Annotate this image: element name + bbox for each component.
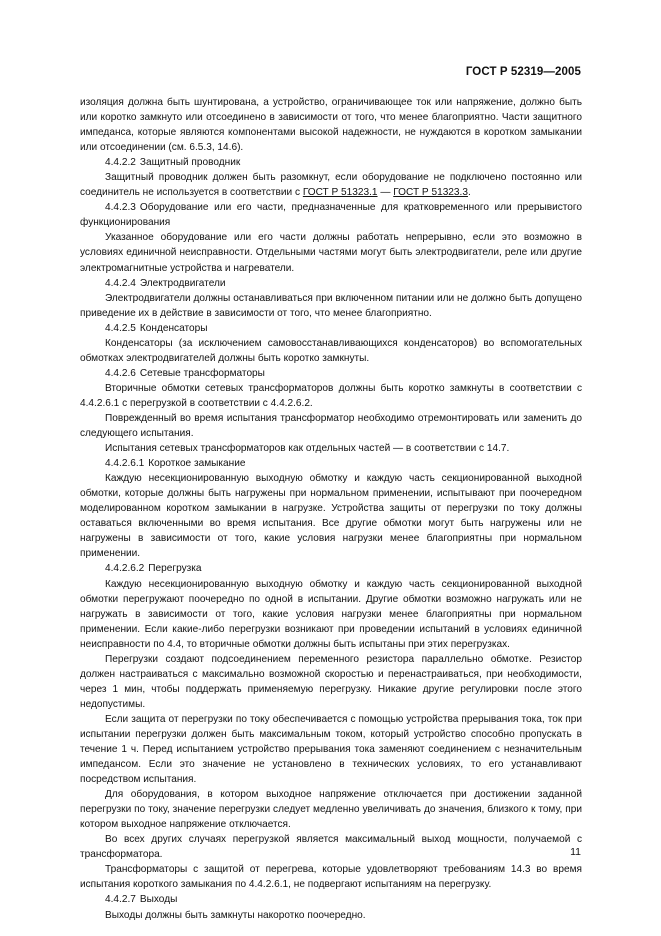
paragraph: Указанное оборудование или его части должны работать непрерывно, если это возможно в условиях единичной неисправности. Отдельными частями могут быть электродвигатели, реле или другие электромагнитные устройства и нагреватели. (80, 232, 582, 274)
paragraph (80, 170, 582, 200)
body-text (80, 95, 582, 923)
section-title: Перегрузка (148, 563, 202, 575)
section-number: 4.4.2.2 (105, 157, 136, 169)
paragraph: Выходы должны быть замкнуты накоротко поочередно. (105, 909, 366, 921)
paragraph: Перегрузки создают подсоединением переменного резистора параллельно обмотке. Резистор должен настраиваться с максимально возможной скоростью и перенастраиваться, при необходимости, через 1 мин, чтобы поддержать применяемую перегрузку. Никакие другие регулировки после этого недопустимы. (80, 653, 582, 710)
paragraph: Каждую несекционированную выходную обмотку и каждую часть секционированной выходной обмотки перегружают поочередно по одной в испытании. Другие обмотки возможно нагружать или не нагружать в зависимости от того, какие условия нагрузки менее благоприятны при нормальном применении. Если какие-либо перегрузки возникают при проведении испытаний в условиях единичной неисправности по 4.4, то вторичные обмотки должны быть испытаны при этих перегрузках. (80, 578, 582, 650)
section-number: 4.4.2.6.2 (105, 563, 145, 575)
section-title: Конденсаторы (139, 322, 208, 334)
section-heading-4-4-2-3 (80, 200, 582, 230)
paragraph-text: Защитный проводник должен быть разомкнут, если оборудование не подключено постоянно или соединитель не используется в соответствии с (80, 172, 582, 199)
section-title: Выходы (139, 894, 178, 906)
paragraph: Вторичные обмотки сетевых трансформаторов должны быть коротко замкнуты в соответствии с 4.4.2.6.1 с перегрузкой в соответствии с 4.4.2.6.2. (80, 382, 582, 409)
section-heading-4-4-2-6-2 (80, 561, 582, 576)
section-heading-4-4-2-2 (80, 155, 582, 170)
paragraph: Поврежденный во время испытания трансформатор необходимо отремонтировать или заменить до следующего испытания. (80, 412, 582, 440)
section-heading-4-4-2-4 (80, 276, 582, 291)
paragraph: Для оборудования, в котором выходное напряжение отключается при достижении заданной перегрузки по току, значение перегрузки следует медленно увеличивать до значения, близкого к тому, при котором выходное напряжение отключается. (80, 789, 582, 831)
section-number: 4.4.2.3 (105, 202, 136, 214)
paragraph: Во всех других случаях перегрузкой является максимальный выход мощности, получаемой с трансформатора. (80, 834, 582, 861)
section-number: 4.4.2.5 (105, 322, 136, 334)
paragraph: Трансформаторы с защитой от перегрева, которые удовлетворяют требованиям 14.3 во время испытания короткого замыкания по 4.4.2.6.1, не подвергают испытаниям на перегрузку. (80, 864, 582, 891)
section-title: Оборудование или его части, предназначенные для кратковременного или прерывистого функционирования (80, 202, 582, 229)
standard-reference-link[interactable]: ГОСТ Р 51323.3 (393, 187, 468, 199)
paragraph: Каждую несекционированную выходную обмотку и каждую часть секционированной выходной обмотки, которые должны быть нагружены при нормальном применении, испытывают при поочередном моделированном коротком замыкании в нагрузке. Устройства защиты от перегрузки по току должны оставаться включенными во время испытания. Все другие обмотки могут быть нагружены или не нагружены в зависимости от того, какие условия нагрузки менее благоприятны при нормальном применении. (80, 473, 582, 560)
section-number: 4.4.2.6 (105, 367, 136, 379)
paragraph: Электродвигатели должны останавливаться при включенном питании или не должно быть допущено приведение их в действие в зависимости от того, что менее благоприятно. (80, 292, 582, 319)
section-number: 4.4.2.7 (105, 894, 136, 906)
paragraph-end: . (467, 187, 471, 199)
page-number: 11 (570, 846, 581, 858)
section-heading-4-4-2-5 (80, 321, 582, 336)
section-title: Сетевые трансформаторы (139, 367, 265, 379)
standard-reference-link[interactable]: ГОСТ Р 51323.1 (302, 187, 378, 199)
paragraph: изоляция должна быть шунтирована, а устройство, ограничивающее ток или напряжение, должно быть или коротко замкнуто или отсоединено в зависимости от того, что менее благоприятно. Части защитного импеданса, которые являются компонентами высокой надежности, не нуждаются в коротком замыкании или отсоединении (см. 6.5.3, 14.6). (80, 97, 582, 154)
paragraph: Если защита от перегрузки по току обеспечивается с помощью устройства прерывания тока, ток при испытании перегрузки должен быть максимальным током, который устройство способно пропускать в течение 1 ч. Перед испытанием устройство прерывания тока заменяют соединением с незначительным импедансом. Если это значение не установлено в технических условиях, то его устанавливают посредством испытания. (80, 713, 582, 786)
section-title: Защитный проводник (139, 157, 241, 169)
section-heading-4-4-2-6 (80, 366, 582, 381)
document-id-header: ГОСТ Р 52319—2005 (465, 66, 581, 78)
section-number: 4.4.2.4 (105, 277, 136, 289)
section-title: Короткое замыкание (148, 458, 246, 470)
reference-dash: — (377, 187, 394, 199)
paragraph: Испытания сетевых трансформаторов как отдельных частей — в соответствии с 14.7. (105, 443, 510, 455)
section-heading-4-4-2-7 (80, 892, 582, 907)
paragraph: Конденсаторы (за исключением самовосстанавливающихся конденсаторов) во вспомогательных обмотках электродвигателей должны быть коротко замкнуты. (80, 337, 582, 364)
section-heading-4-4-2-6-1 (80, 456, 582, 471)
section-number: 4.4.2.6.1 (105, 458, 145, 470)
section-title: Электродвигатели (139, 277, 226, 289)
